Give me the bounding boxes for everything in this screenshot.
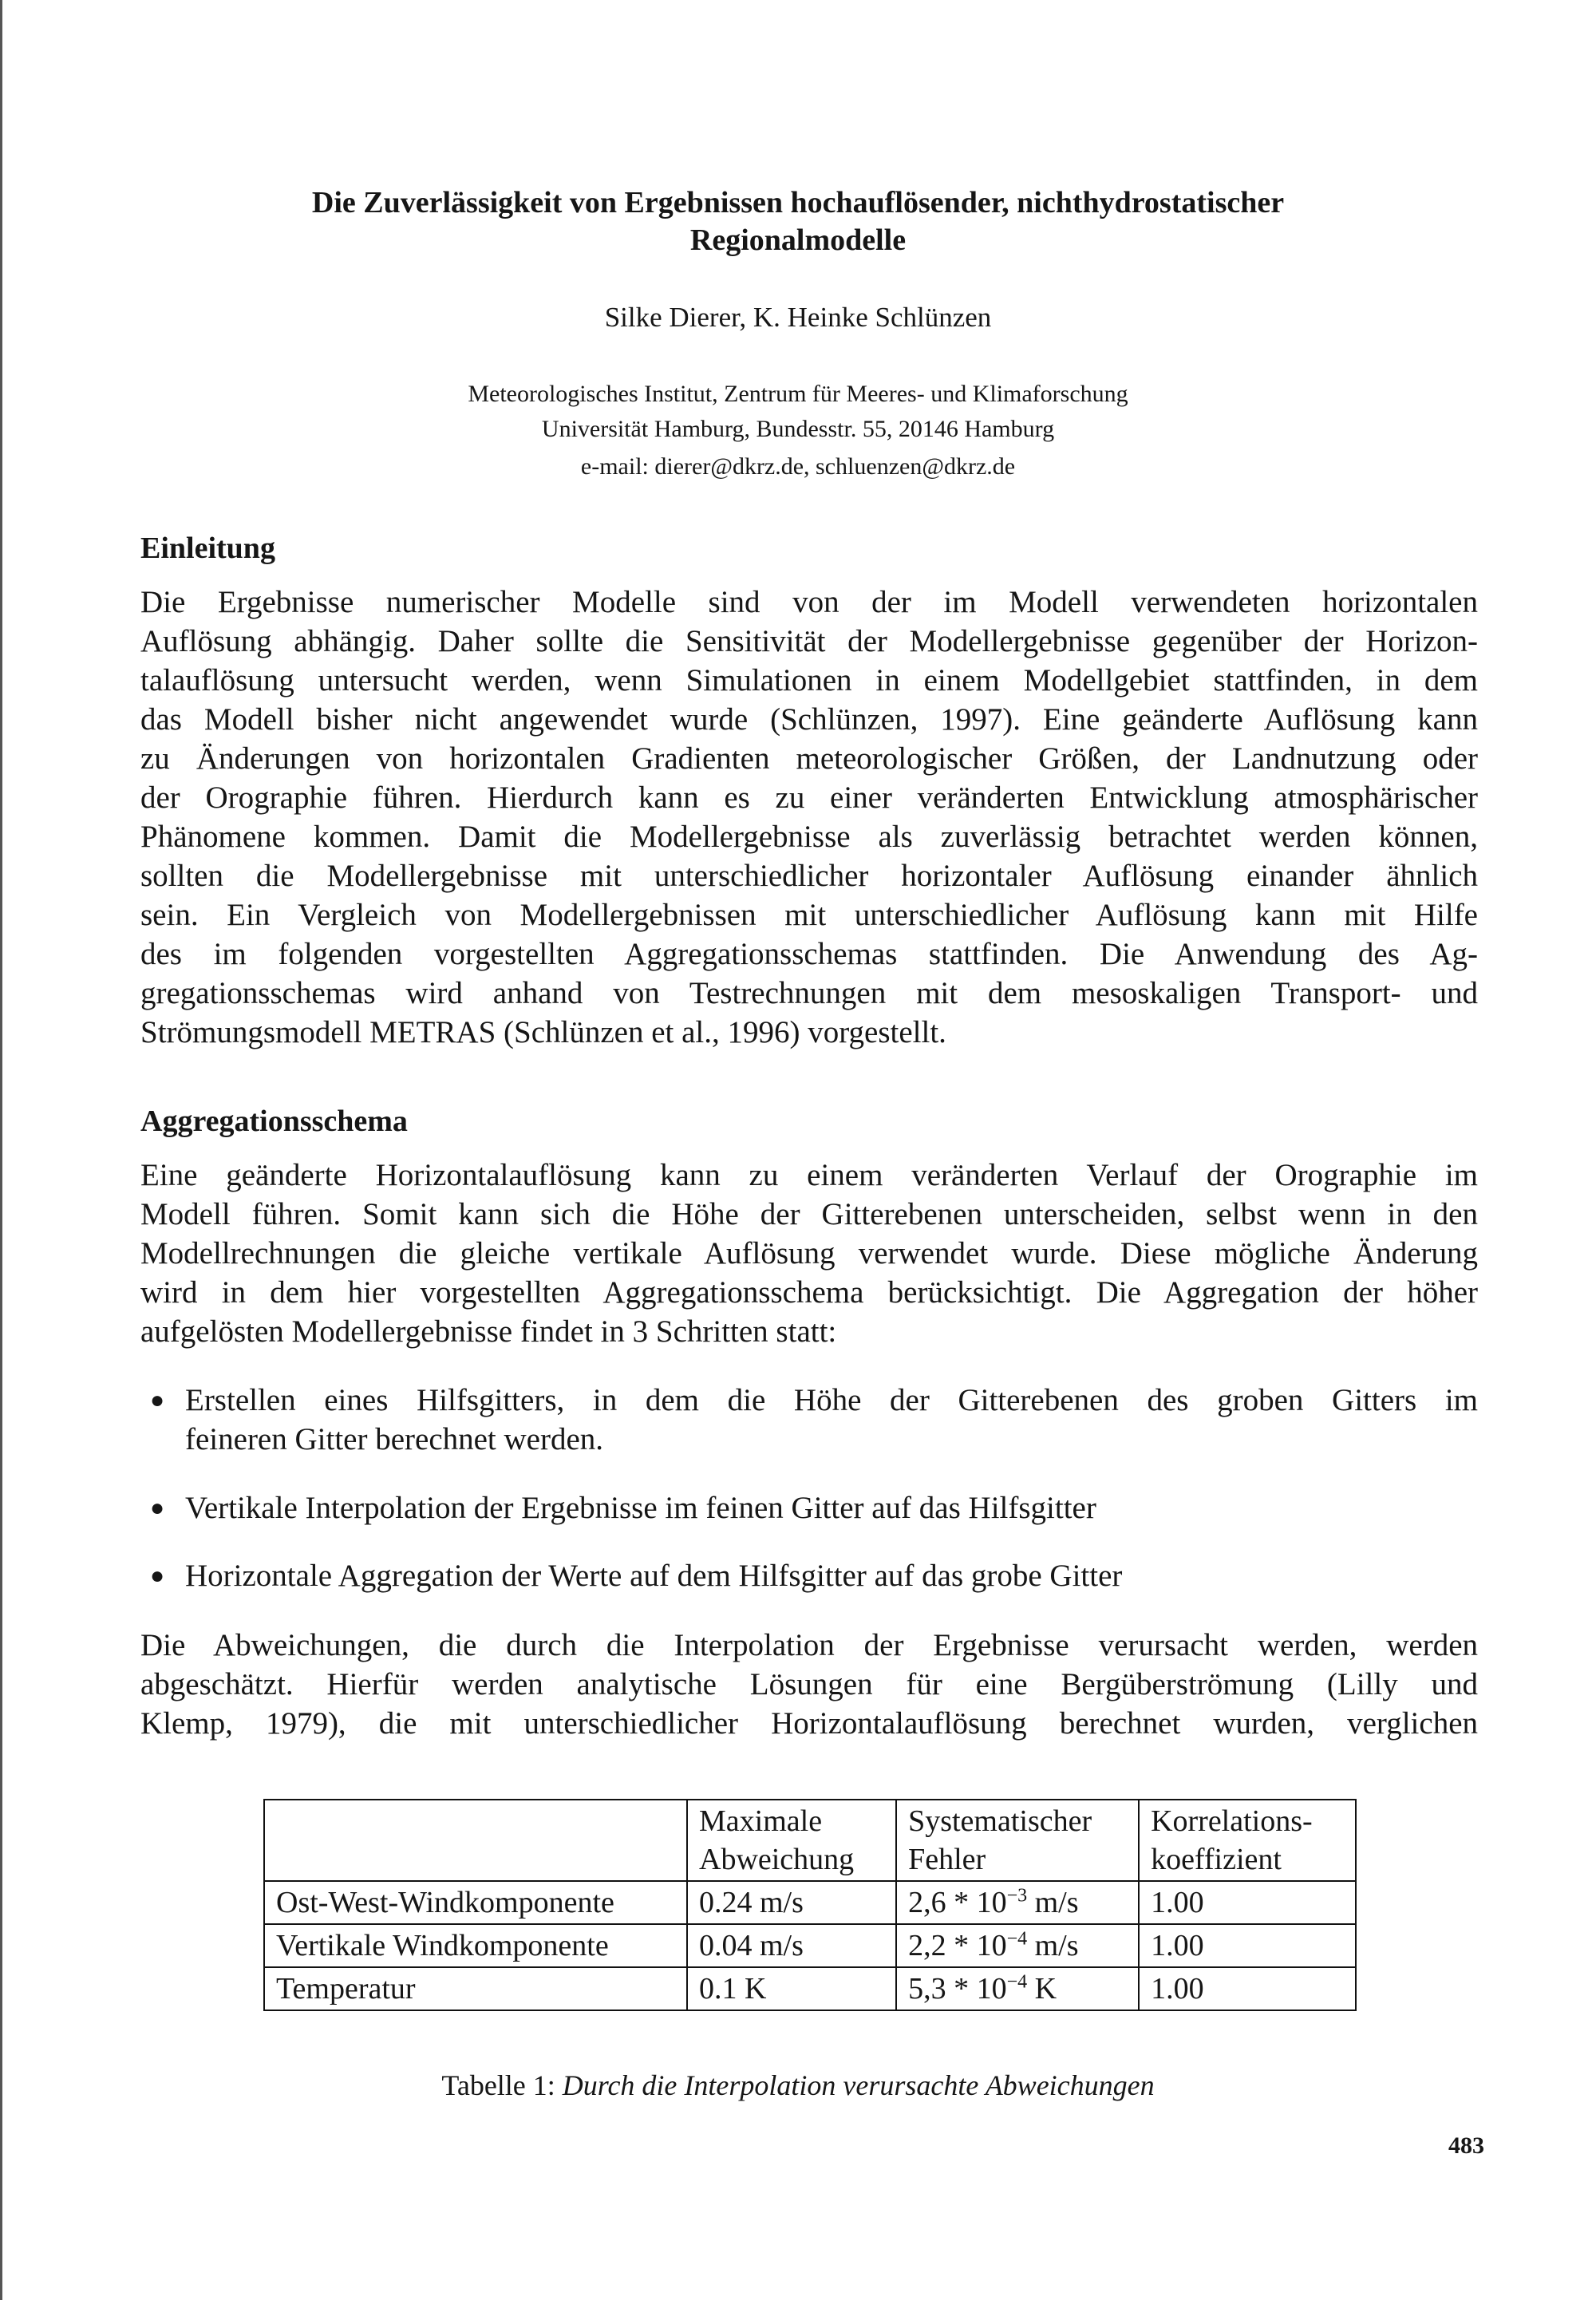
paper-title-line-1: Die Zuverlässigkeit von Ergebnissen hochauflösender, nichthydrostatischer [311, 186, 1285, 219]
text-line: Die Abweichungen, die durch die Interpolation der Ergebnisse verursacht werden, werden [140, 1628, 1478, 1662]
bullet-icon: ● [150, 1387, 165, 1413]
table-row [264, 1967, 1356, 2010]
paragraph-aggregation [140, 1156, 1478, 1351]
max-deviation: 0.04 m/s [687, 1924, 896, 1967]
correlation: 1.00 [1139, 1881, 1356, 1924]
row-label: Vertikale Windkomponente [264, 1924, 687, 1967]
text-line: Phänomene kommen. Damit die Modellergebnisse als zuverlässig betrachtet werden können, [140, 820, 1478, 854]
text-line: Strömungsmodell METRAS (Schlünzen et al., 1996) vorgestellt. [140, 1015, 946, 1049]
mantissa: 2,2 * 10 [908, 1929, 1007, 1962]
text-line: Modell führen. Somit kann sich die Höhe der Gitterebenen unterscheiden, selbst wenn in den [140, 1197, 1478, 1231]
text-line: abgeschätzt. Hierfür werden analytische Lösungen für eine Bergüberströmung (Lilly und [140, 1667, 1478, 1701]
unit: m/s [1027, 1929, 1079, 1962]
text-line: Klemp, 1979), die mit unterschiedlicher Horizontalauflösung berechnet wurden, verglichen [140, 1706, 1478, 1741]
header-text: Abweichung [699, 1843, 855, 1876]
bullet-icon: ● [150, 1495, 165, 1521]
header-text: Systematischer [908, 1804, 1092, 1838]
text-line: sollten die Modellergebnisse mit unterschiedlicher horizontaler Auflösung einander ähnlich [140, 859, 1478, 893]
exponent: −4 [1006, 1928, 1028, 1950]
header-text: Korrelations- [1151, 1804, 1313, 1838]
bullet-item-3 [150, 1556, 1478, 1595]
max-deviation: 0.1 K [687, 1967, 896, 2010]
table-header-max [687, 1800, 896, 1881]
table-row [264, 1881, 1356, 1924]
mantissa: 2,6 * 10 [908, 1886, 1007, 1919]
text-line: der Orographie führen. Hierdurch kann es zu einer veränderten Entwicklung atmosphärischer [140, 780, 1478, 815]
text-line: sein. Ein Vergleich von Modellergebnissen mit unterschiedlicher Auflösung kann mit Hilfe [140, 898, 1478, 932]
correlation: 1.00 [1139, 1924, 1356, 1967]
results-table [263, 1799, 1357, 2011]
bullet-line: Erstellen eines Hilfsgitters, in dem die Höhe der Gitterebenen des groben Gitters im [185, 1383, 1478, 1417]
paper-title-line-2: Regionalmodelle [689, 223, 907, 257]
table-header-sys [896, 1800, 1139, 1881]
bullet-item-1 [150, 1381, 1478, 1459]
text-line: das Modell bisher nicht angewendet wurde (Schlünzen, 1997). Eine geänderte Auflösung kann [140, 702, 1478, 737]
table-row [264, 1924, 1356, 1967]
systematic-error [896, 1967, 1139, 2010]
unit: m/s [1027, 1886, 1079, 1919]
header-text: Fehler [908, 1843, 986, 1876]
authors: Silke Dierer, K. Heinke Schlünzen [604, 302, 992, 333]
max-deviation: 0.24 m/s [687, 1881, 896, 1924]
correlation: 1.00 [1139, 1967, 1356, 2010]
header-text: Maximale [699, 1804, 823, 1838]
section-heading-aggregationsschema: Aggregationsschema [140, 1105, 408, 1138]
table-caption [0, 2069, 1596, 2102]
row-label: Ost-West-Windkomponente [264, 1881, 687, 1924]
bullet-item-2 [150, 1488, 1478, 1527]
text-line: des im folgenden vorgestellten Aggregationsschemas stattfinden. Die Anwendung des Ag- [140, 937, 1478, 971]
text-line: Eine geänderte Horizontalauflösung kann zu einem veränderten Verlauf der Orographie im [140, 1158, 1478, 1192]
mantissa: 5,3 * 10 [908, 1972, 1007, 2006]
systematic-error [896, 1881, 1139, 1924]
text-line: zu Änderungen von horizontalen Gradienten meteorologischer Größen, der Landnutzung oder [140, 741, 1478, 776]
text-line: Modellrechnungen die gleiche vertikale Auflösung verwendet wurde. Diese mögliche Änderung [140, 1236, 1478, 1271]
text-line: gregationsschemas wird anhand von Testrechnungen mit dem mesoskaligen Transport- und [140, 976, 1478, 1010]
systematic-error [896, 1924, 1139, 1967]
header-text: koeffizient [1151, 1843, 1282, 1876]
paragraph-abweichungen [140, 1626, 1478, 1743]
unit: K [1027, 1972, 1057, 2006]
affiliation-line-2: Universität Hamburg, Bundesstr. 55, 20146 Hamburg [541, 416, 1055, 442]
affiliation-line-1: Meteorologisches Institut, Zentrum für Meeres- und Klimaforschung [468, 381, 1128, 407]
page-number: 483 [1448, 2132, 1484, 2159]
paragraph-einleitung [140, 583, 1478, 1052]
bullet-line: feineren Gitter berechnet werden. [185, 1422, 604, 1456]
text-line: aufgelösten Modellergebnisse findet in 3 Schritten statt: [140, 1314, 837, 1349]
bullet-icon: ● [150, 1563, 165, 1589]
bullet-line: Vertikale Interpolation der Ergebnisse im feinen Gitter auf das Hilfsgitter [185, 1491, 1096, 1525]
text-line: Auflösung abhängig. Daher sollte die Sensitivität der Modellergebnisse gegenüber der Horizon- [140, 624, 1478, 658]
exponent: −3 [1006, 1885, 1028, 1907]
text-line: talauflösung untersucht werden, wenn Simulationen in einem Modellgebiet stattfinden, in dem [140, 663, 1478, 698]
caption-label: Tabelle 1: [441, 2069, 555, 2101]
text-line: wird in dem hier vorgestellten Aggregationsschema berücksichtigt. Die Aggregation der höher [140, 1275, 1478, 1310]
text-line: Die Ergebnisse numerischer Modelle sind von der im Modell verwendeten horizontalen [140, 585, 1478, 619]
row-label: Temperatur [264, 1967, 687, 2010]
bullet-line: Horizontale Aggregation der Werte auf dem Hilfsgitter auf das grobe Gitter [185, 1559, 1123, 1593]
section-heading-einleitung: Einleitung [140, 532, 275, 565]
table-header-row [264, 1800, 1356, 1881]
email-line: e-mail: dierer@dkrz.de, schluenzen@dkrz.de [580, 453, 1016, 480]
table-header-corr [1139, 1800, 1356, 1881]
table-header-empty [264, 1800, 687, 1881]
scan-edge [0, 0, 2, 2300]
exponent: −4 [1006, 1971, 1028, 1993]
caption-text: Durch die Interpolation verursachte Abweichungen [562, 2069, 1155, 2101]
